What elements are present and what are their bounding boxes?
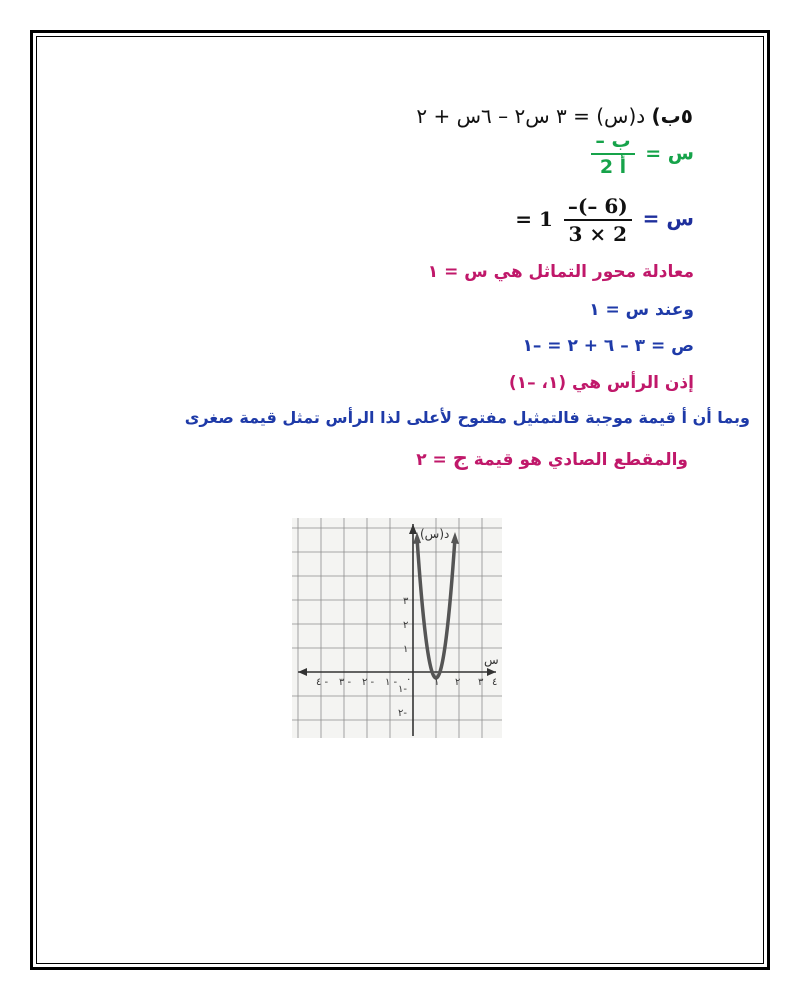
problem-line [416, 104, 693, 128]
graph-x-label: س [484, 653, 499, 667]
intercept-text: والمقطع الصادي هو قيمة [473, 450, 688, 470]
parabola-graph [292, 518, 502, 738]
y-tick-label: ١ [403, 644, 409, 655]
y-value-line: ص = ٣ – ٦ + ٢ = –١ [522, 336, 694, 356]
x-tick-label: ١ [434, 677, 440, 688]
intercept-letter: ج [452, 446, 468, 470]
x-tick-label: ٠ [406, 674, 412, 685]
graph-background [292, 518, 502, 738]
symmetry-axis-line: معادلة محور التماثل هي س = ١ [427, 262, 694, 282]
axis-formula-numerator: – ب [591, 130, 634, 155]
intercept-line [416, 446, 688, 470]
axis-formula-lhs: س = [645, 142, 694, 165]
axis-formula-fraction [591, 130, 634, 178]
axis-formula-denominator: 2 أ [599, 156, 627, 178]
problem-equation: د(س) = ٣ س٢ – ٦س + ٢ [416, 104, 646, 128]
x-tick-label: ٢ - [362, 677, 375, 688]
axis-calc-denominator: 3 × 2 [568, 222, 628, 246]
intercept-value: = ٢ [416, 450, 447, 470]
y-tick-label: ٣ [403, 596, 409, 607]
x-tick-label: ٢ [455, 677, 461, 688]
problem-label: ٥ب) [651, 104, 693, 128]
axis-calc-lhs: س = [642, 206, 694, 231]
axis-formula [587, 130, 694, 178]
y-tick-label: ٢- [398, 708, 407, 719]
vertex-line: إذن الرأس هي (١، –١) [508, 373, 694, 393]
x-tick-label: ٣ - [339, 677, 352, 688]
axis-calc-fraction [564, 194, 632, 246]
x-tick-label: ٤ - [316, 677, 329, 688]
y-tick-label: ١- [398, 684, 407, 695]
conclusion-line: وبما أن أ قيمة موجبة فالتمثيل مفتوح لأعلى لذا الرأس تمثل قيمة صغرى [184, 408, 750, 427]
x-tick-label: ٤ [492, 677, 498, 688]
when-x-line: وعند س = ١ [589, 300, 694, 320]
graph-y-label: د(س) [420, 527, 450, 541]
axis-calc-numerator: –(– 6) [564, 194, 632, 221]
x-tick-label: ٣ [478, 677, 484, 688]
x-tick-label: ١ - [385, 677, 398, 688]
axis-calculation [515, 194, 694, 246]
y-tick-label: ٢ [403, 620, 409, 631]
axis-calc-result: = 1 [515, 206, 553, 231]
